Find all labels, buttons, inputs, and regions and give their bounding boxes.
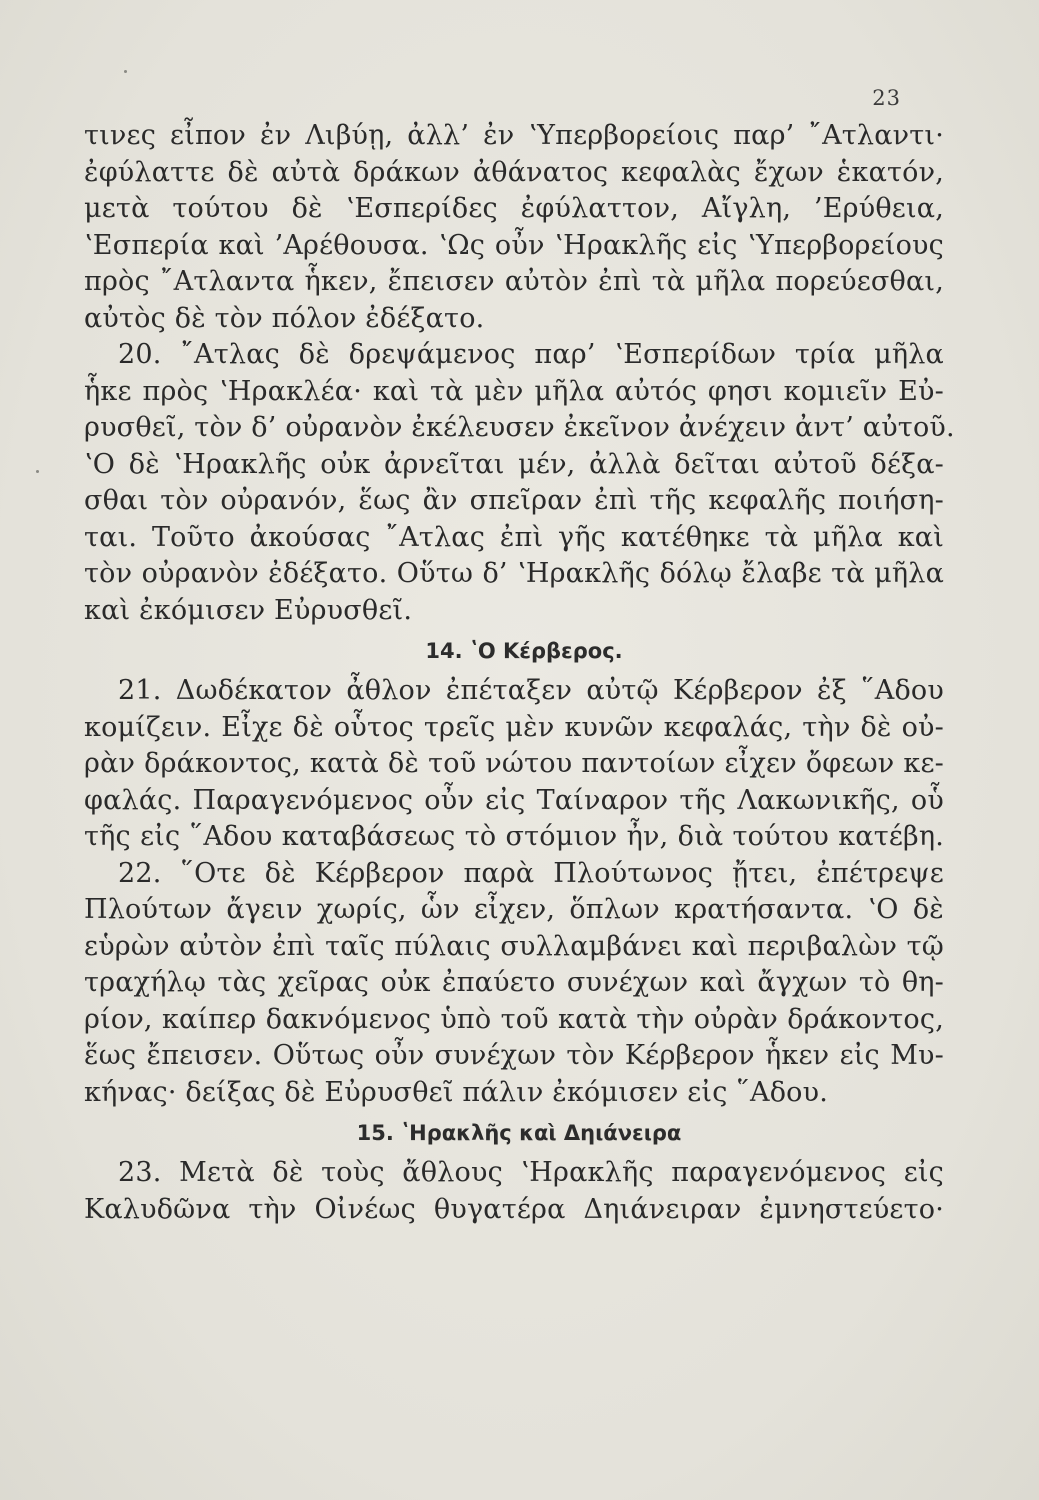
text-line: μετὰ τούτου δὲ ʽΕσπερίδες ἐφύλαττον, Αἴγλη, ’Ερύθεια, — [84, 193, 944, 224]
section-heading-herakles-deianeira: 15. ʽΗρακλῆς καὶ Δηιάνειρα — [356, 1121, 682, 1145]
text-line: Καλυδῶνα τὴν Οἰνέως θυγατέρα Δηιάνειραν ἐμνηστεύετο· — [84, 1193, 944, 1225]
text-line: κομίζειν. Εἶχε δὲ οὗτος τρεῖς μὲν κυνῶν κεφαλάς, τὴν δὲ οὐ- — [84, 711, 944, 743]
text-line: καὶ ἐκόμισεν Εὐρυσθεῖ. — [84, 594, 413, 626]
text-line: ʽΕσπερία καὶ ’Αρέθουσα. ʽΩς οὖν ʽΗρακλῆς εἰς ʽΥπερβορείους — [84, 229, 944, 261]
text-line: ἧκε πρὸς ʽΗρακλέα· καὶ τὰ μὲν μῆλα αὐτός φησι κομιεῖν Εὐ- — [84, 375, 944, 407]
text-line: ται. Τοῦτο ἀκούσας ῎Ατλας ἐπὶ γῆς κατέθηκε τὰ μῆλα καὶ — [84, 521, 944, 553]
page-number: 23 — [872, 86, 901, 110]
text-line: πρὸς ῎Ατλαντα ἧκεν, ἔπεισεν αὐτὸν ἐπὶ τὰ μῆλα πορεύεσθαι, — [84, 266, 944, 297]
text-line: τῆς εἰς ῞Αδου καταβάσεως τὸ στόμιον ἦν, διὰ τούτου κατέβη. — [84, 821, 944, 852]
text-line: ρὰν δράκοντος, κατὰ δὲ τοῦ νώτου παντοίων εἶχεν ὄφεων κε- — [84, 748, 944, 779]
section-heading-kerberos: 14. ʽΟ Κέρβερος. — [425, 639, 623, 663]
text-line: αὐτὸς δὲ τὸν πόλον ἐδέξατο. — [84, 302, 485, 334]
text-line: ʽΟ δὲ ʽΗρακλῆς οὐκ ἀρνεῖται μέν, ἀλλὰ δεῖται αὐτοῦ δέξα- — [84, 448, 944, 480]
text-line: σθαι τὸν οὐρανόν, ἕως ἂν σπεῖραν ἐπὶ τῆς κεφαλῆς ποιήση- — [84, 485, 944, 516]
page-text — [84, 118, 955, 1228]
text-line: ἐφύλαττε δὲ αὐτὰ δράκων ἀθάνατος κεφαλὰς ἔχων ἑκατόν, — [84, 156, 944, 188]
text-line: εὑρὼν αὐτὸν ἐπὶ ταῖς πύλαις συλλαμβάνει καὶ περιβαλὼν τῷ — [84, 930, 944, 962]
text-line: κήνας· δείξας δὲ Εὐρυσθεῖ πάλιν ἐκόμισεν εἰς ῞Αδου. — [84, 1076, 829, 1108]
paragraph-start-23: 23. Μετὰ δὲ τοὺς ἄθλους ʽΗρακλῆς παραγενόμενος εἰς — [118, 1157, 944, 1188]
text-line: ρίον, καίπερ δακνόμενος ὑπὸ τοῦ κατὰ τὴν οὐρὰν δράκοντος, — [84, 1003, 944, 1035]
print-speck — [36, 470, 39, 473]
text-line: τὸν οὐρανὸν ἐδέξατο. Οὕτω δ’ ʽΗρακλῆς δόλῳ ἔλαβε τὰ μῆλα — [84, 558, 944, 589]
text-line: τραχήλῳ τὰς χεῖρας οὐκ ἐπαύετο συνέχων καὶ ἄγχων τὸ θη- — [84, 967, 944, 998]
paragraph-start-22: 22. ῞Οτε δὲ Κέρβερον παρὰ Πλούτωνος ᾔτει, ἐπέτρεψε — [118, 857, 944, 889]
text-line: τινες εἶπον ἐν Λιβύῃ, ἀλλ’ ἐν ʽΥπερβορείοις παρ’ ῎Ατλαντι· — [84, 120, 944, 151]
text-line: ἕως ἔπεισεν. Οὕτως οὖν συνέχων τὸν Κέρβερον ἧκεν εἰς Μυ- — [84, 1040, 944, 1071]
paragraph-start-20: 20. ῎Ατλας δὲ δρεψάμενος παρ’ ʽΕσπερίδων τρία μῆλα — [118, 339, 944, 370]
text-line: ρυσθεῖ, τὸν δ’ οὐρανὸν ἐκέλευσεν ἐκεῖνον ἀνέχειν ἀντ’ αὐτοῦ. — [84, 412, 955, 443]
text-line: Πλούτων ἄγειν χωρίς, ὧν εἶχεν, ὅπλων κρατήσαντα. ʽΟ δὲ — [84, 894, 944, 925]
text-line: φαλάς. Παραγενόμενος οὖν εἰς Ταίναρον τῆς Λακωνικῆς, οὗ — [84, 784, 944, 816]
print-speck — [124, 70, 127, 73]
paragraph-start-21: 21. Δωδέκατον ἆθλον ἐπέταξεν αὐτῷ Κέρβερον ἐξ ῞Αδου — [118, 675, 944, 706]
